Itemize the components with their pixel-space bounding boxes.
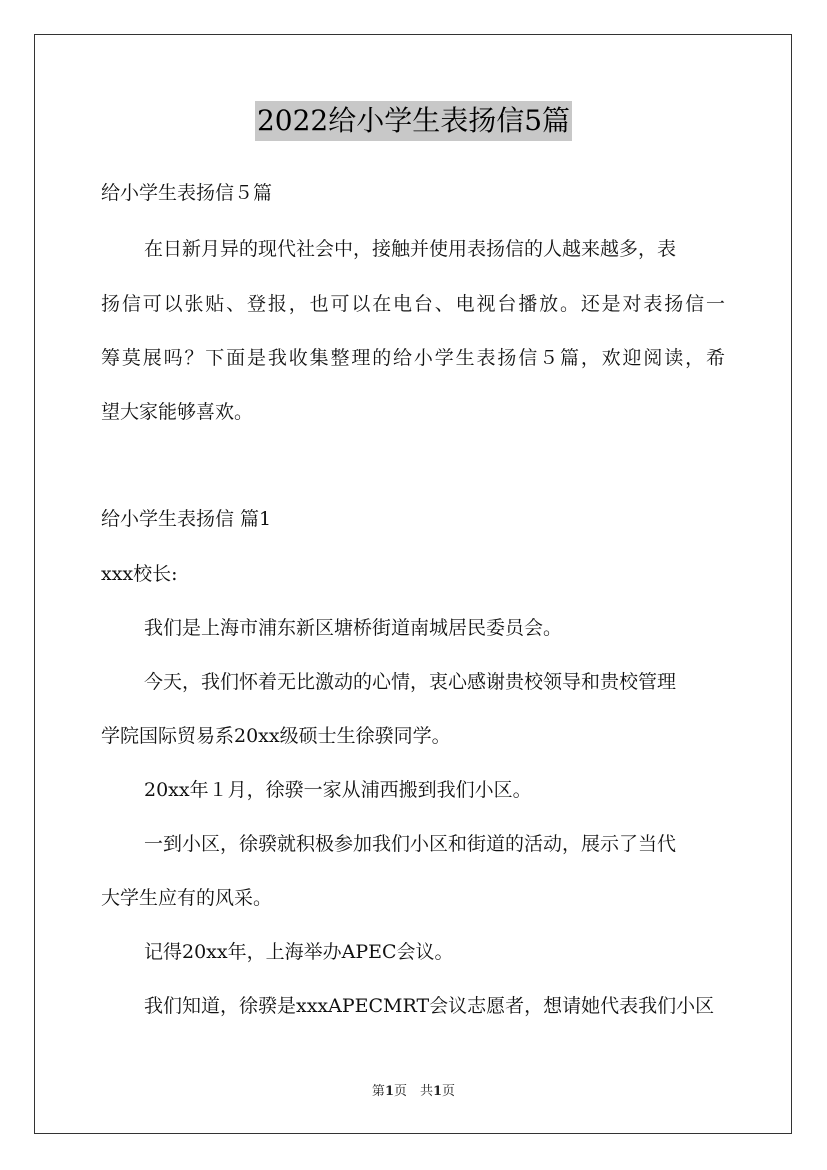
- subtitle-line: 给小学生表扬信５篇: [101, 182, 273, 204]
- paragraph-line: 记得20xx年，上海举办APEC会议。: [144, 941, 454, 963]
- paragraph-line: 大学生应有的风采。: [101, 887, 273, 909]
- paragraph-line: 我们知道，徐骙是xxxAPECMRT会议志愿者，想请她代表我们小区: [144, 995, 715, 1017]
- page-current: 1: [384, 1084, 394, 1099]
- paragraph-line: 一到小区，徐骙就积极参加我们小区和街道的活动，展示了当代: [144, 833, 677, 855]
- paragraph-line: 今天，我们怀着无比激动的心情，衷心感谢贵校领导和贵校管理: [144, 671, 677, 693]
- paragraph-line: 我们是上海市浦东新区塘桥街道南城居民委员会。: [144, 617, 563, 639]
- title-container: [0, 101, 827, 141]
- paragraph-line: 筹莫展吗？下面是我收集整理的给小学生表扬信５篇，欢迎阅读，希: [101, 347, 725, 369]
- paragraph-line: 望大家能够喜欢。: [101, 401, 254, 423]
- salutation-line: xxx校长:: [101, 563, 178, 585]
- paragraph-line: 学院国际贸易系20xx级硕士生徐骙同学。: [101, 725, 451, 747]
- section-heading: 给小学生表扬信 篇1: [101, 508, 272, 530]
- page-suffix: 页: [442, 1084, 456, 1099]
- paragraph-line: 在日新月异的现代社会中，接触并使用表扬信的人越来越多，表: [144, 238, 677, 260]
- page-prefix: 第: [371, 1084, 385, 1099]
- paragraph-line: 20xx年１月，徐骙一家从浦西搬到我们小区。: [144, 779, 532, 801]
- page-total: 1: [433, 1084, 443, 1099]
- document-title: 2022给小学生表扬信5篇: [255, 101, 572, 141]
- page-footer: [0, 1084, 827, 1100]
- page-label: 页 共: [393, 1084, 433, 1099]
- paragraph-line: 扬信可以张贴、登报，也可以在电台、电视台播放。还是对表扬信一: [101, 293, 725, 315]
